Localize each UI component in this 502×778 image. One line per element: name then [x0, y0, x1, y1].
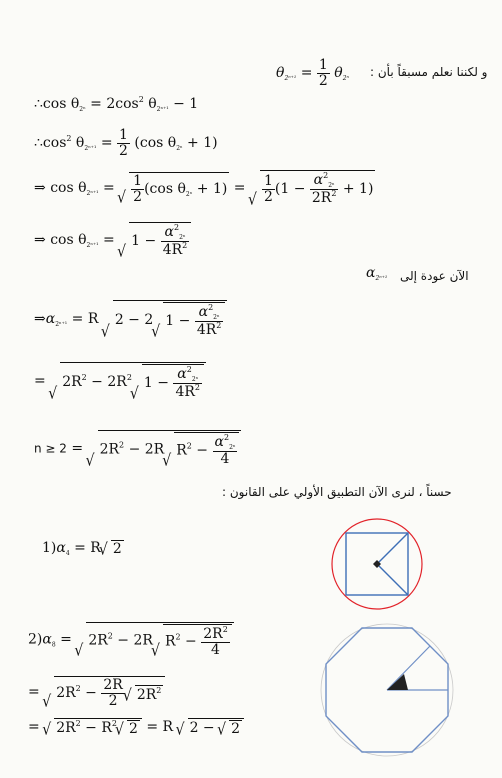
back-text: الآن عودة إلى	[400, 269, 469, 283]
octagon-angle-wedge	[387, 674, 408, 690]
example-1: $1)\alpha_4 = R√$ 2	[42, 540, 124, 557]
equation-line-4: ⇒ $\cos \theta_{2^{n+1}}$ = √ 1 − $\frac{\alpha^2_{2^n}}{4R^2}$	[34, 222, 191, 258]
theta-relation: $\theta_{2^{n+1}}$ = $\frac{1}{2}$ $\theta_{2^n}$	[276, 57, 349, 89]
example-2-line-3: = √ $2R^2 - R^2√$ 2 = R √ 2 − √ 2	[28, 718, 244, 736]
equation-line-6: = √ $2R^2 - 2R^2√$ 1 − $\frac{\alpha^2_{2^n}}{4R^2}$	[34, 362, 206, 400]
octagon-figure	[312, 618, 462, 768]
equation-line-1: ∴cos $\theta_{2^n} = 2\cos^2$ $\theta_{2^{n+1}} - 1$	[34, 95, 199, 113]
equation-line-2: $\therefore\cos^2$ $\theta_{2^{n+1}}$ = $\frac{1}{2}$ (cos $\theta_{2^n} + 1$)	[34, 127, 218, 159]
equation-line-7: n ≥ 2 = √ $2R^2 - 2R√$ $R^2$ − $\frac{\alpha^2_{2^n}}{4}$	[34, 430, 241, 467]
intro-text: و لكننا نعلم مسبقاً بأن :	[370, 65, 488, 79]
square-in-circle-figure	[322, 516, 432, 616]
octagon-radius-2	[387, 646, 430, 690]
example-2-line-2: = √ $2R^2$ − $\frac{2R}{2}$ √ $2R^2$	[28, 676, 165, 708]
apply-text: حسناً ، لنرى الآن التطبيق الأولي على القانون :	[222, 485, 452, 499]
example-2-line-1: $2)\alpha_8$ = √ $2R^2 - 2R√$ $R^2$ − $\frac{2R^2}{4}$	[28, 622, 234, 657]
equation-line-5: $\Rightarrow\alpha_{2^{n+1}} = R$ √ 2 − 2√ 1 − $\frac{\alpha^2_{2^n}}{4R^2}$	[34, 300, 227, 338]
radius-line	[377, 533, 408, 564]
equation-line-3: ⇒ $\cos \theta_{2^{n+1}}$ = √ $\frac{1}{2}$ (cos $\theta_{2^n} + 1$) = √ $\frac{1}{2}$ (1 − $\frac{\alpha^2_{2^n}}{2R^2}$ + 1)	[34, 170, 375, 206]
radius-line-2	[377, 564, 408, 595]
back-symbol: $\alpha_{2^{n+1}}$	[366, 265, 388, 282]
